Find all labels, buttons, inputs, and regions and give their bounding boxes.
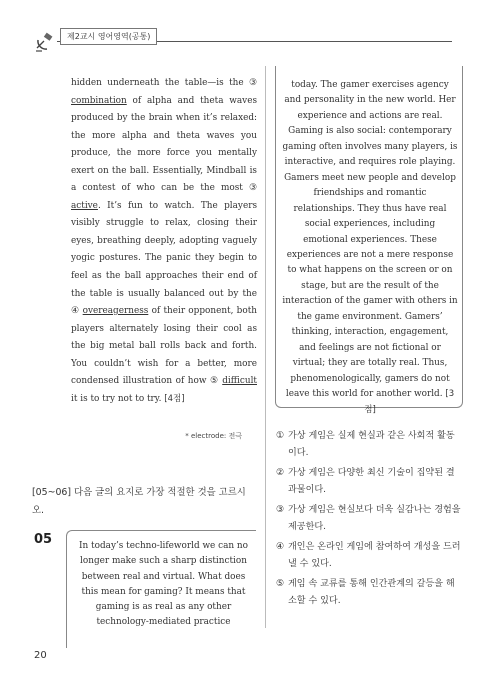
score-3: [3점]	[364, 389, 455, 415]
page-number: 20	[34, 650, 47, 661]
question-number: 05	[34, 532, 53, 547]
score-4: [4점]	[164, 393, 185, 404]
option-1[interactable]: ① 가상 게임은 실제 현실과 같은 사회적 활동이다.	[276, 431, 455, 458]
underlined-difficult: difficult	[222, 376, 257, 387]
passage-05-text: In today’s techno-lifeworld we can no longer make such a sharp distinction between real and virtual. What does this mean for gaming? It means that gaming is as real as any other technology-mediated practice	[79, 541, 248, 628]
exam-label: 제2교시 영어영역(공통)	[60, 28, 157, 45]
underlined-combination: combination	[71, 95, 127, 106]
marker-3: ③	[249, 78, 257, 88]
passage-05-box	[66, 530, 256, 648]
underlined-overeagerness: overeagerness	[82, 306, 149, 317]
passage-05-continued-box	[275, 66, 463, 415]
satellite-icon	[34, 31, 56, 53]
option-5[interactable]: ⑤ 게임 속 교류를 통해 인간관계의 갈등을 해소할 수 있다.	[276, 579, 455, 606]
marker-4: ④	[71, 306, 80, 317]
passage-04-continued: hidden underneath the table—is the ③ combination of alpha and theta waves produced by the brain when it’s relaxed: the more alpha and theta waves you produce, the more force you mentally exert on the ball. Essentially, Mindball is a contest of who can be the most ③ active. It’s fun to watch. The players visibly struggle to relax, closing their eyes, breathing deeply, adopting vaguely yogic postures. The panic they begin to feel as the ball approaches their end of the table is usually balanced out by the ④ overeagerness of their opponent, both players alternately losing their cool as the big metal ball rolls back and forth. You couldn’t wish for a better, more condensed illustration of how ⑤ difficult it is to try not to try. [4점]	[71, 78, 257, 404]
marker-5: ⑤	[209, 376, 219, 387]
footnote: * electrode: 전극	[185, 432, 242, 440]
option-2[interactable]: ② 가상 게임은 다양한 최신 기술이 집약된 결과물이다.	[276, 468, 455, 495]
passage-05-continued-text: today. The gamer exercises agency and personality in the new world. Her experience and actions are real. Gaming is also social: contemporary gaming often involves many players, is interactive, and requires role playing. Gamers meet new people and develop friendships and romantic relationships. They thus have real social experiences, including emotional experiences. These experiences are not a mere response to what happens on the screen or on stage, but are the result of the interaction of the gamer with others in the game environment. Gamers’ thinking, interaction, engagement, and feelings are not fictional or virtual; they are totally real. Thus, phenomenologically, gamers do not leave this world for another world. [3점]	[282, 80, 458, 415]
option-3[interactable]: ③ 가상 게임은 현실보다 더욱 실감나는 경험을 제공한다.	[276, 505, 461, 532]
question-prompt: [05~06] 다음 글의 요지로 가장 적절한 것을 고르시오.	[32, 487, 246, 516]
underlined-active: active	[71, 200, 98, 211]
option-4[interactable]: ④ 개인은 온라인 게임에 참여하여 개성을 드러낼 수 있다.	[276, 542, 461, 569]
answer-options	[276, 428, 462, 613]
marker-3b: ③	[249, 183, 257, 194]
column-divider	[265, 66, 266, 628]
